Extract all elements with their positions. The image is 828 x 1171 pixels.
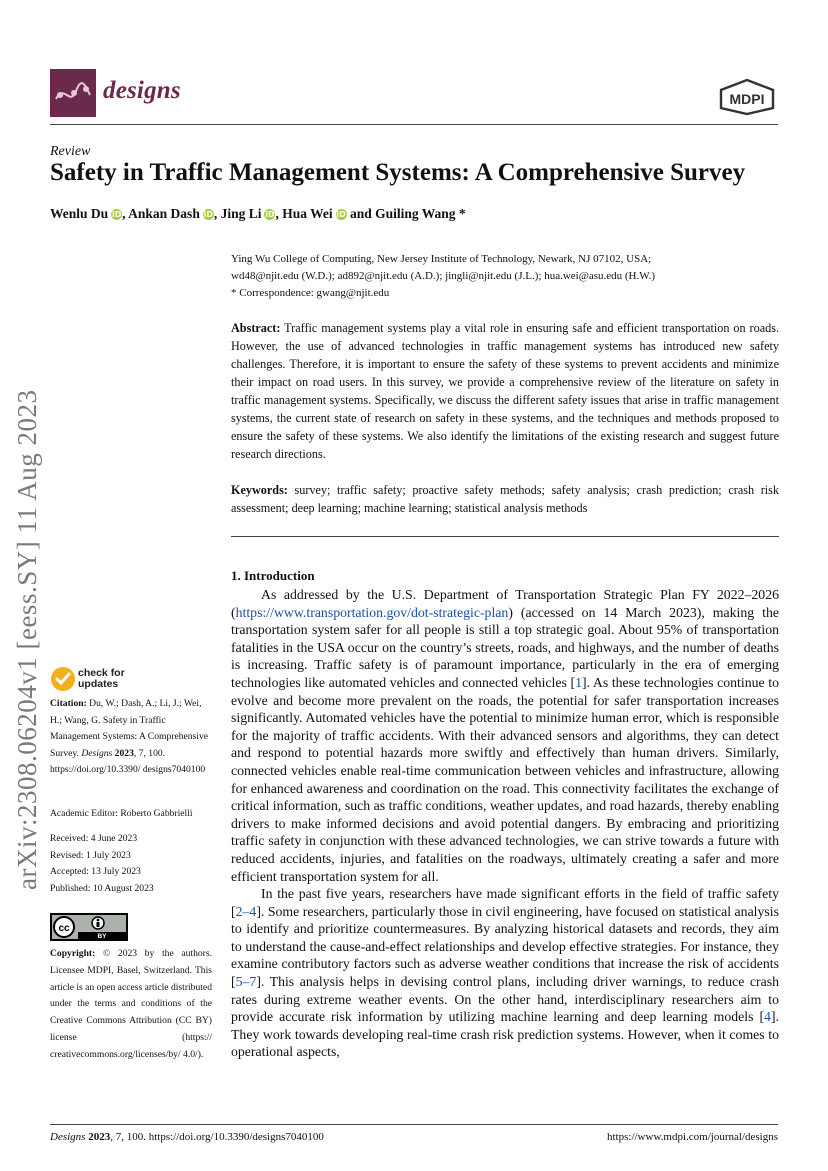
author-name[interactable]: , Jing Li	[213, 206, 262, 221]
svg-text:MDPI: MDPI	[729, 91, 765, 107]
paragraph: In the past five years, researchers have made significant efforts in the field of traffic safety [2–4]. Some researchers, particularly those in civil engineering, have focused on statistical analysis to identify and prioritize countermeasures. By analyzing historical datasets and records, they aim to understand the cause-and-effect relationships and develop effective strategies. For instance, they examine contributory factors such as adverse weather conditions that increase the risk of accidents [5–7]. This analysis helps in devising control plans, including driver warnings, to reduce crash rates during extreme weather events. On the other hand, interdisciplinary researchers aim to provide accurate risk information by utilizing machine learning and deep learning models [4]. They work towards developing real-time crash risk prediction systems. However, when it comes to operational aspects,	[231, 886, 779, 1060]
orcid-icon[interactable]: iD	[111, 210, 122, 219]
copyright-notice: Copyright: © 2023 by the authors. Licensee MDPI, Basel, Switzerland. This article is an open access article distributed under the terms and conditions of the Creative Commons Attribution (CC BY) license (https:// creativecommons.org/licenses/by/ 4.0/).	[50, 948, 212, 1060]
author-name[interactable]: , Hua Wei	[275, 206, 333, 221]
date-accepted: Accepted: 13 July 2023	[50, 866, 141, 878]
orcid-icon[interactable]: iD	[265, 210, 275, 219]
journal-logo-icon	[50, 69, 96, 117]
arxiv-stamp: arXiv:2308.06204v1 [eess.SY] 11 Aug 2023	[12, 389, 42, 890]
date-history	[50, 831, 212, 897]
footer-citation: Designs 2023, 7, 100. https://doi.org/10.3390/designs7040100	[50, 1131, 324, 1143]
affiliation-emails: wd48@njit.edu (W.D.); ad892@njit.edu (A.D.); jingli@njit.edu (J.L.); hua.wei@asu.edu (H.W.)	[231, 270, 656, 282]
abstract	[231, 319, 779, 463]
author-name[interactable]: and Guiling Wang *	[346, 206, 466, 221]
citation-label: Citation:	[50, 698, 87, 709]
journal-name: designs	[103, 77, 181, 104]
footer-rule	[50, 1124, 778, 1125]
footer-journal-url[interactable]: https://www.mdpi.com/journal/designs	[607, 1131, 778, 1143]
copyright-label: Copyright:	[50, 948, 96, 959]
academic-editor: Academic Editor: Roberto Gabbrielli	[50, 808, 193, 819]
footer-doi-link[interactable]: , 7, 100. https://doi.org/10.3390/designs7040100	[110, 1131, 324, 1143]
abstract-label: Abstract:	[231, 321, 281, 335]
author-name[interactable]: Wenlu Du	[50, 206, 109, 221]
mdpi-logo	[717, 78, 777, 116]
keywords-label: Keywords:	[231, 483, 288, 497]
article-title: Safety in Traffic Management Systems: A Comprehensive Survey	[50, 159, 746, 186]
abstract-text: Traffic management systems play a vital role in ensuring safe and efficient transportation on roads. However, the use of advanced technologies in traffic management systems has introduced new safety challenges. Therefore, it is important to ensure the safety of these systems to prevent accidents and minimize their impact on road users. In this survey, we provide a comprehensive review of the literature on safety in traffic management systems. Specifically, we discuss the different safety issues that arise in traffic management systems, the current state of research on safety in these systems, and the techniques and methods proposed to ensure the safety of these systems. We also identify the limitations of the existing research and suggest future research directions.	[231, 321, 779, 461]
citation-link[interactable]: 1	[575, 674, 582, 690]
check-for-updates-icon[interactable]	[50, 666, 76, 692]
strategic-plan-link[interactable]: https://www.transportation.gov/dot-strategic-plan	[235, 604, 509, 620]
cc-by-license-icon[interactable]	[50, 913, 128, 941]
doi-link[interactable]: , 7, 100. https://doi.org/10.3390/ designs7040100	[50, 747, 206, 776]
affiliation-block	[231, 251, 781, 302]
affiliation-line: Ying Wu College of Computing, New Jersey Institute of Technology, Newark, NJ 07102, USA;	[231, 253, 652, 265]
header-rule	[50, 124, 778, 125]
article-type: Review	[50, 144, 91, 159]
svg-text:BY: BY	[97, 933, 107, 940]
check-for-updates-label[interactable]: check for updates	[78, 667, 125, 690]
body-text	[231, 586, 779, 1061]
keywords	[231, 481, 779, 517]
section-heading: 1. Introduction	[231, 568, 315, 583]
citation-link[interactable]: 5–7	[235, 974, 257, 990]
paragraph: As addressed by the U.S. Department of Transportation Strategic Plan FY 2022–2026 (https://www.transportation.gov/dot-strategic-plan) (accessed on 14 March 2023), making the transportation system safer for all people is still a top strategic goal. About 95% of transportation fatalities in the USA occur on the country’s streets, roads, and highways, and the number of deaths is increasing. Traffic safety is of paramount importance, particularly in the era of emerging technologies like automated vehicles and connected vehicles [1]. As these technologies continue to evolve and become more prevalent on the roads, the potential for safer transportation increases significantly. Automated vehicles have the potential to minimize human error, which is responsible for the majority of traffic accidents. With their advanced sensors and algorithms, they can detect and respond to potential hazards more swiftly and effectively than human drivers. Similarly, connected vehicles enable real-time communication between vehicles and infrastructure, allowing for enhanced awareness and coordination on the road. This connectivity facilitates the exchange of critical information, such as traffic conditions, weather updates, and road hazards, thereby enabling drivers to make informed decisions and avoid potential dangers. By embracing and prioritizing traffic safety in conjunction with these advanced technologies, we can strive towards a future with reduced accidents, injuries, and fatalities on the roadways, ultimately creating a safer and more efficient transportation system for all.	[231, 587, 779, 884]
svg-text:cc: cc	[58, 923, 70, 934]
citation-link[interactable]: 4	[764, 1009, 771, 1025]
correspondence: * Correspondence: gwang@njit.edu	[231, 287, 390, 299]
orcid-icon[interactable]: iD	[336, 210, 346, 219]
orcid-icon[interactable]: iD	[203, 210, 214, 219]
author-name[interactable]: , Ankan Dash	[122, 206, 200, 221]
date-received: Received: 4 June 2023	[50, 833, 138, 844]
date-published: Published: 10 August 2023	[50, 882, 154, 894]
keywords-text: survey; traffic safety; proactive safety methods; safety analysis; crash prediction; crash risk assessment; deep learning; machine learning; statistical analysis methods	[231, 483, 779, 515]
citation-link[interactable]: 2–4	[235, 903, 257, 919]
section-rule	[231, 536, 779, 537]
date-revised: Revised: 1 July 2023	[50, 849, 131, 861]
author-list	[50, 206, 466, 222]
citation-block: Citation: Du, W.; Dash, A.; Li, J.; Wei, H.; Wang, G. Safety in Traffic Management Systems: A Comprehensive Survey. Designs 2023, 7, 100. https://doi.org/10.3390/ designs7040100	[50, 698, 209, 776]
